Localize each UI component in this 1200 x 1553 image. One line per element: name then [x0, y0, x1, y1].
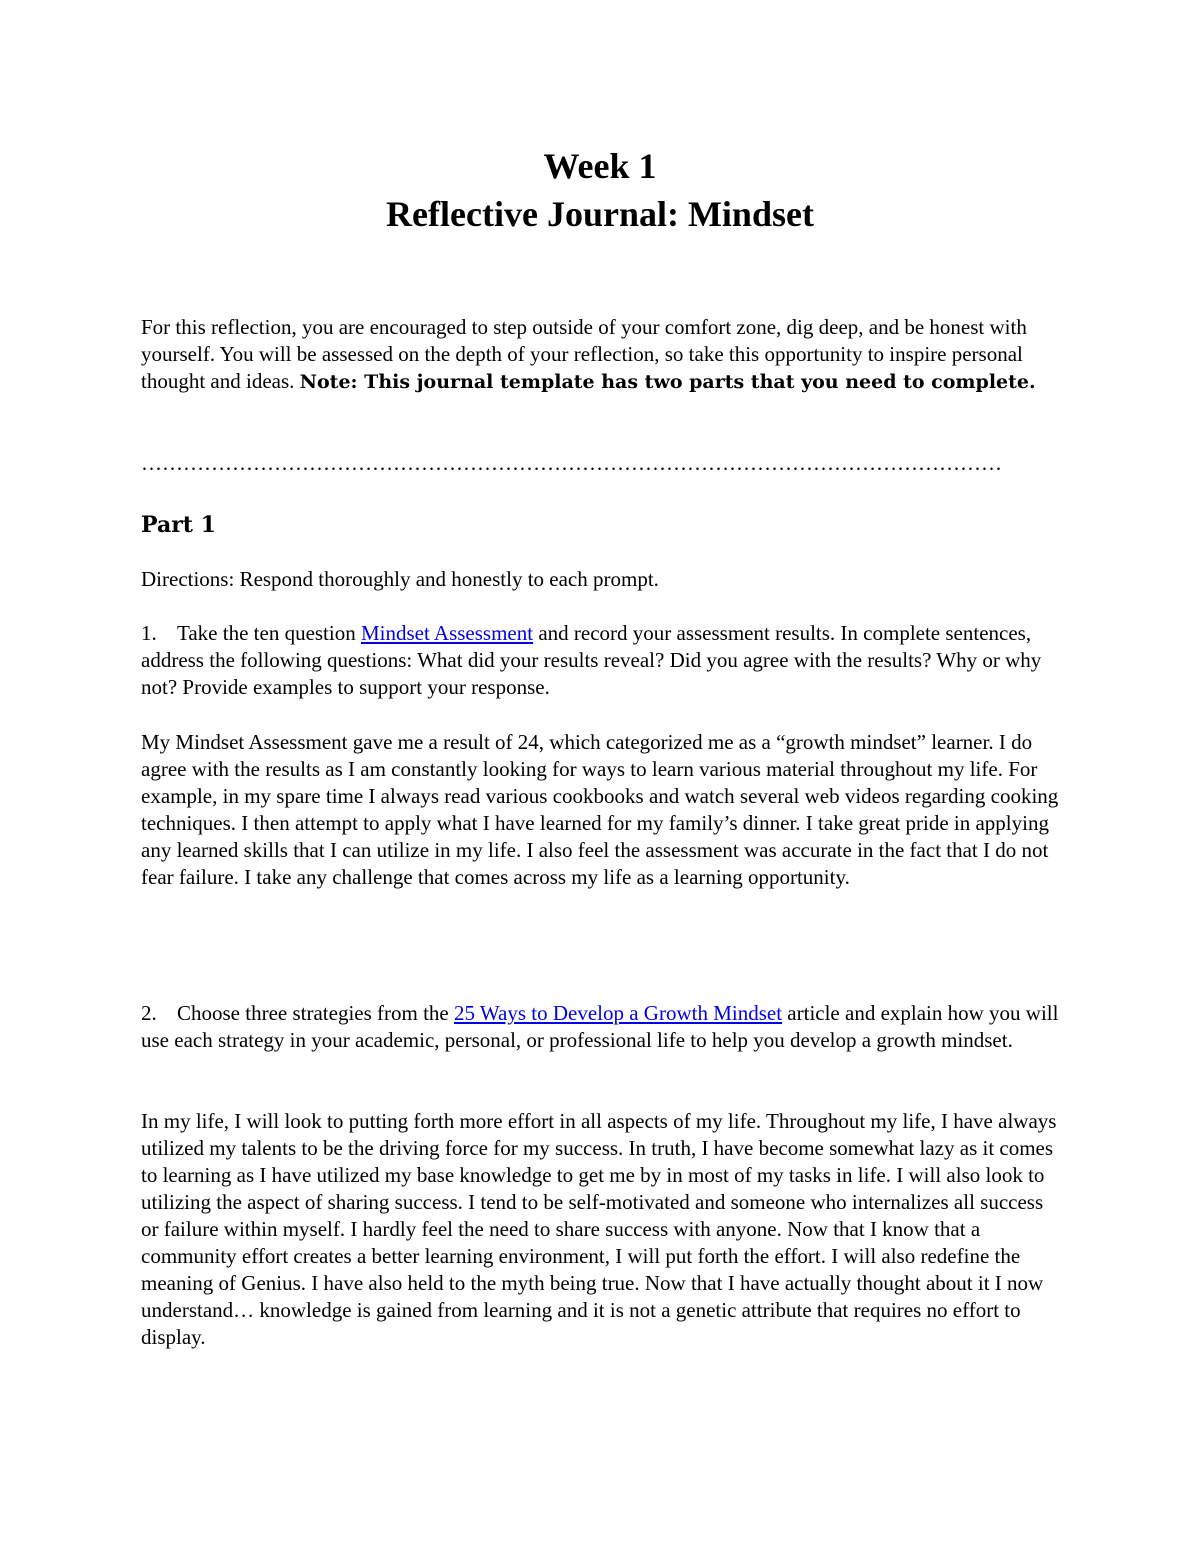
question-1-text-start: Take the ten question: [177, 621, 361, 645]
answer-2: In my life, I will look to putting forth more effort in all aspects of my life. Throughout my life, I have always utilized my talents to be the driving force for my success. In truth, I have become somewhat lazy as it comes to learning as I have utilized my base knowledge to get me by in most of my tasks in life. I will also look to utilizing the aspect of sharing success. I tend to be self-motivated and someone who internalizes all success or failure within myself. I hardly feel the need to share success with anyone. Now that I know that a community effort creates a better learning environment, I will put forth the effort. I will also redefine the meaning of Genius. I have also held to the myth being true. Now that I have actually thought about it I now understand… knowledge is gained from learning and it is not a genetic attribute that requires no effort to display.: [141, 1109, 1057, 1349]
growth-mindset-article-link[interactable]: 25 Ways to Develop a Growth Mindset: [454, 1001, 783, 1025]
question-1-number: 1.: [141, 621, 157, 645]
intro-paragraph: [141, 314, 1061, 396]
directions: Directions: Respond thoroughly and honestly to each prompt.: [141, 567, 659, 591]
mindset-assessment-link[interactable]: Mindset Assessment: [360, 621, 534, 645]
part-1-heading: Part 1: [141, 512, 216, 538]
document-title: [0, 142, 1200, 238]
question-2-text-start: Choose three strategies from the: [177, 1001, 454, 1025]
title-journal: Reflective Journal: Mindset: [386, 194, 814, 234]
question-2-number: 2.: [141, 1001, 157, 1025]
intro-note: Note: This journal template has two parts that you need to complete.: [299, 371, 1036, 393]
intro-text: For this reflection, you are encouraged to step outside of your comfort zone, dig deep, and be honest with yourself. You will be assessed on the depth of your reflection, so take this opportunity to inspire personal thought and ideas.: [141, 315, 1027, 393]
question-2-text-end: article and explain how you will use each strategy in your academic, personal, or professional life to help you develop a growth mindset.: [141, 1001, 1059, 1052]
question-1-text-end: and record your assessment results. In complete sentences, address the following questions: What did your results reveal? Did you agree with the results? Why or why not? Provide examples to support your response.: [141, 621, 1042, 699]
section-divider: ……………………………………………………………………………………………………………: [141, 451, 1002, 475]
question-1: [141, 620, 1061, 701]
question-2: [141, 1000, 1061, 1054]
answer-1: My Mindset Assessment gave me a result of 24, which categorized me as a “growth mindset” learner. I do agree with the results as I am constantly looking for ways to learn various material throughout my life. For example, in my spare time I always read various cookbooks and watch several web videos regarding cooking techniques. I then attempt to apply what I have learned for my family’s dinner. I take great pride in applying any learned skills that I can utilize in my life. I also feel the assessment was accurate in the fact that I do not fear failure. I take any challenge that comes across my life as a learning opportunity.: [141, 730, 1059, 889]
title-week: Week 1: [543, 146, 657, 186]
